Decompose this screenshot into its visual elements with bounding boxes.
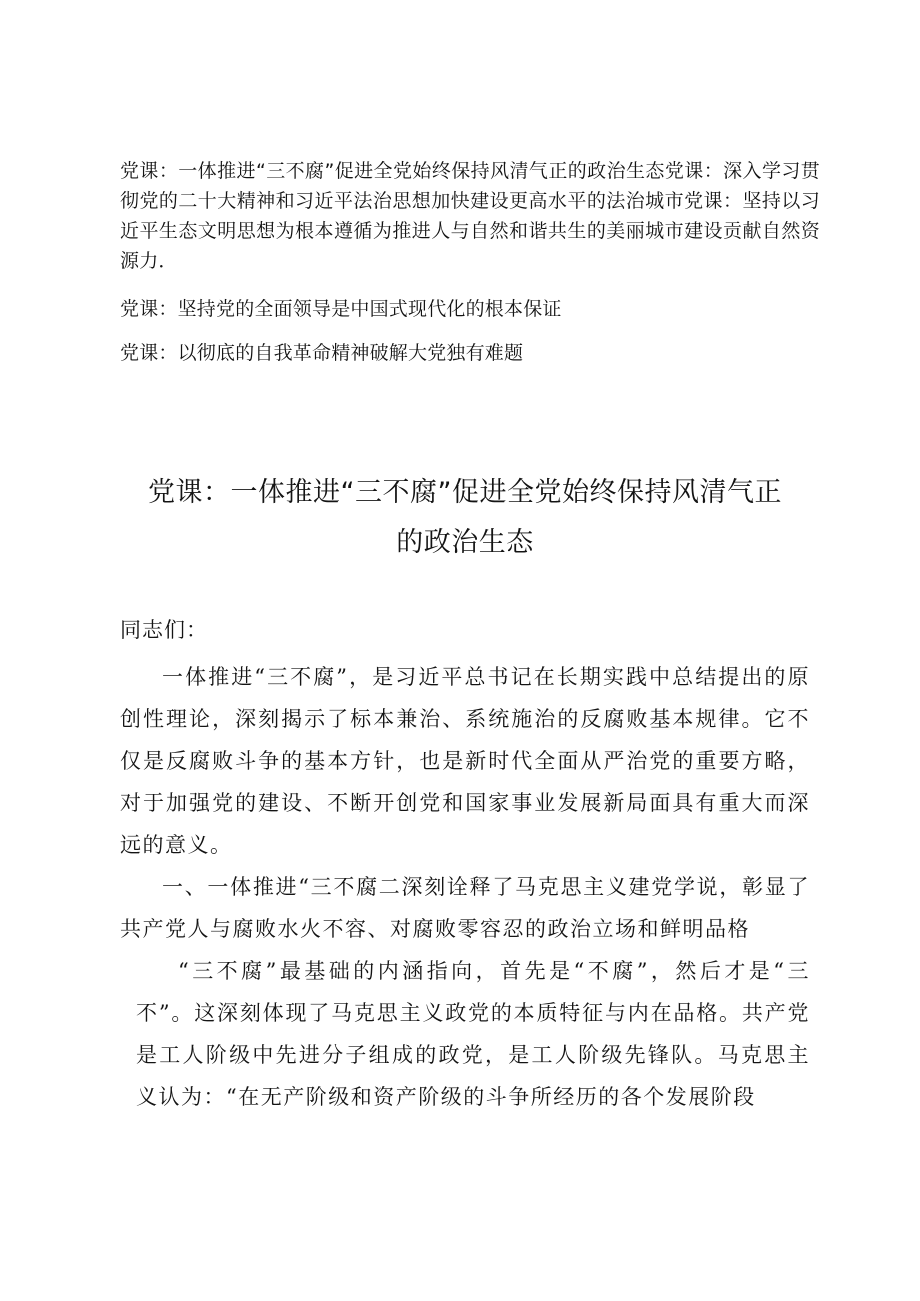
toc-item-3: 党课：以彻底的自我革命精神破解大党独有难题 (120, 342, 524, 364)
document-body (120, 612, 810, 1118)
paragraph-intro: 一体推进“三不腐”，是习近平总书记在长期实践中总结提出的原创性理论，深刻揭示了标本兼治、系统施治的反腐败基本规律。它不仅是反腐败斗争的基本方针，也是新时代全面从严治党的重要方略，对于加强党的建设、不断开创党和国家事业发展新局面具有重大而深远的意义。 (120, 665, 810, 857)
salutation: 同志们： (120, 618, 208, 642)
toc-item-2: 党课：坚持党的全面领导是中国式现代化的根本保证 (120, 298, 562, 320)
title-line-1: 党课：一体推进“三不腐”促进全党始终保持风清气正 (148, 477, 782, 508)
document-title (120, 468, 810, 568)
title-line-2: 的政治生态 (396, 527, 534, 558)
table-of-contents (120, 156, 820, 368)
toc-item-1: 党课：一体推进“三不腐”促进全党始终保持风清气正的政治生态党课：深入学习贯彻党的二十大精神和习近平法治思想加快建设更高水平的法治城市党课：坚持以习近平生态文明思想为根本遵循为推进人与自然和谐共生的美丽城市建设贡献自然资源力． (120, 160, 820, 272)
section-heading-1: 一、一体推进“三不腐二深刻诠释了马克思主义建党学说，彰显了共产党人与腐败水火不容、对腐败零容忍的政治立场和鲜明品格 (120, 875, 810, 941)
paragraph-section-1: “三不腐”最基础的内涵指向，首先是“不腐”，然后才是“三不”。这深刻体现了马克思主义政党的本质特征与内在品格。共产党是工人阶级中先进分子组成的政党，是工人阶级先锋队。马克思主义认为：“在无产阶级和资产阶级的斗争所经历的各个发展阶段 (136, 959, 810, 1109)
